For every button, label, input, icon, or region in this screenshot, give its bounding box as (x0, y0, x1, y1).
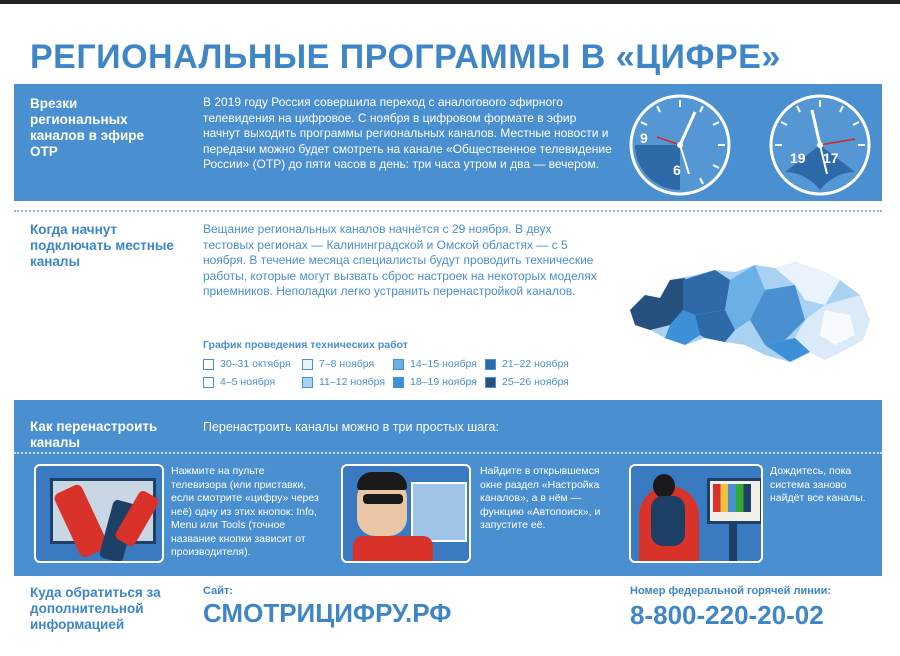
legend-label: 4–5 ноября (220, 376, 276, 388)
legend-item (203, 376, 275, 388)
site-link[interactable]: СМОТРИЦИФРУ.РФ (203, 598, 452, 628)
russia-map-illustration (625, 250, 875, 375)
step-3-illustration (629, 464, 763, 563)
step-2-illustration (341, 464, 471, 563)
step-1-text: Нажмите на пульте телевизора (или приставки, если смотрите «цифру» через неё) одну из этих кнопок: Info, Menu или Tools (точное название кнопки зависит от производителя). (171, 465, 319, 558)
legend-label: 11–12 ноября (319, 376, 386, 388)
legend-label: 18–19 ноября (410, 376, 477, 388)
retune-heading: Как перенастроить каналы (30, 419, 158, 450)
retune-intro: Перенастроить каналы можно в три простых шага: (203, 420, 499, 434)
legend-label: 25–26 ноября (502, 376, 569, 388)
clock-morning-hour-6: 6 (673, 162, 681, 178)
scan-edge (0, 0, 900, 4)
step-1-illustration (34, 464, 164, 563)
clock-evening-icon (767, 92, 873, 198)
legend-swatch (203, 377, 214, 388)
legend-label: 30–31 октября (220, 358, 291, 370)
clock-evening-hour-19: 19 (790, 150, 806, 166)
legend-swatch (302, 377, 313, 388)
retune-divider (14, 452, 882, 454)
step-3-text: Дождитесь, пока система заново найдёт все каналы. (770, 465, 866, 504)
clock-morning-hour-9: 9 (640, 130, 648, 146)
broadcast-heading: Врезки региональных каналов в эфире ОТР (30, 96, 144, 159)
legend-swatch (485, 377, 496, 388)
schedule-title: График проведения технических работ (203, 339, 408, 351)
hotline-number[interactable]: 8-800-220-20-02 (630, 600, 824, 630)
site-label: Сайт: (203, 585, 234, 597)
legend-item (485, 376, 569, 388)
step-2-text: Найдите в открывшемся окне раздел «Настройка каналов», а в нём — функцию «Автопоиск», и запустите её. (480, 465, 601, 531)
divider (14, 210, 882, 212)
legend-label: 14–15 ноября (410, 358, 477, 370)
legend-swatch (203, 359, 214, 370)
legend-swatch (393, 377, 404, 388)
start-text: Вещание региональных каналов начнётся с 29 ноября. В двух тестовых регионах — Калининградской и Омской областях — с 5 ноября. В течение месяца специалисты будут проводить технические работы, которые могут вызвать сброс настроек на некоторых моделях приемников. Неполадки легко устранить перенастройкой каналов. (203, 222, 597, 298)
legend-swatch (485, 359, 496, 370)
legend-label: 7–8 ноября (319, 358, 375, 370)
hotline-label: Номер федеральной горячей линии: (630, 585, 832, 597)
legend-label: 21–22 ноября (502, 358, 569, 370)
legend-item (393, 358, 477, 370)
legend-item (485, 358, 569, 370)
page-title: РЕГИОНАЛЬНЫЕ ПРОГРАММЫ В «ЦИФРЕ» (30, 38, 781, 76)
legend-item (393, 376, 477, 388)
legend-swatch (302, 359, 313, 370)
legend-item (203, 358, 291, 370)
contacts-heading: Куда обратиться за дополнительной информацией (30, 585, 161, 632)
clock-evening-hour-17: 17 (823, 150, 839, 166)
broadcast-text: В 2019 году Россия совершила переход с аналогового эфирного телевидения на цифровое. С ноября в цифровом формате в эфир начнут выходить программы региональных каналов. Местные новости и передачи можно будет смотреть на канале «Общественное телевидение России» (ОТР) до пяти часов в день: три часа утром и два — вечером. (203, 95, 612, 171)
start-heading: Когда начнут подключать местные каналы (30, 222, 174, 269)
legend-item (302, 358, 374, 370)
legend-swatch (393, 359, 404, 370)
legend-item (302, 376, 385, 388)
